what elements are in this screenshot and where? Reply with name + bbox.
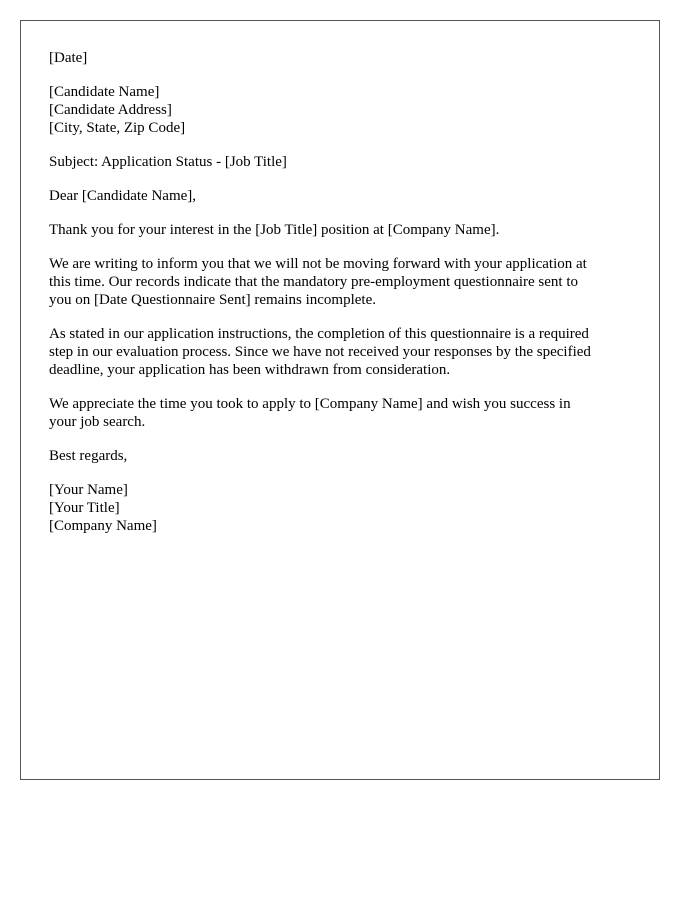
paragraph-line: As stated in our application instructions, the completion of this questionnaire is a required <box>49 326 589 342</box>
signature-name: [Your Name] <box>49 482 128 498</box>
closing-text: Best regards, <box>49 448 128 464</box>
paragraph-4 <box>49 395 631 431</box>
signature-block <box>49 481 631 535</box>
date-line <box>49 49 631 67</box>
salutation <box>49 187 631 205</box>
recipient-name: [Candidate Name] <box>49 84 160 100</box>
paragraph-line: you on [Date Questionnaire Sent] remains incomplete. <box>49 292 376 308</box>
paragraph-line: We are writing to inform you that we will not be moving forward with your application at <box>49 256 587 272</box>
paragraph-line: your job search. <box>49 414 146 430</box>
paragraph-line: Thank you for your interest in the [Job Title] position at [Company Name]. <box>49 222 500 238</box>
paragraph-line: step in our evaluation process. Since we have not received your responses by the specified <box>49 344 591 360</box>
paragraph-line: deadline, your application has been withdrawn from consideration. <box>49 362 451 378</box>
recipient-block <box>49 83 631 137</box>
date-text: [Date] <box>49 50 88 66</box>
subject-line <box>49 153 631 171</box>
recipient-address: [Candidate Address] <box>49 102 172 118</box>
salutation-text: Dear [Candidate Name], <box>49 188 197 204</box>
recipient-city: [City, State, Zip Code] <box>49 120 186 136</box>
paragraph-2 <box>49 255 631 309</box>
letter-page <box>20 20 660 780</box>
paragraph-1 <box>49 221 631 239</box>
signature-company: [Company Name] <box>49 518 157 534</box>
closing <box>49 447 631 465</box>
subject-text: Subject: Application Status - [Job Title] <box>49 154 287 170</box>
signature-title: [Your Title] <box>49 500 120 516</box>
paragraph-line: this time. Our records indicate that the mandatory pre-employment questionnaire sent to <box>49 274 579 290</box>
paragraph-3 <box>49 325 631 379</box>
paragraph-line: We appreciate the time you took to apply to [Company Name] and wish you success in <box>49 396 571 412</box>
